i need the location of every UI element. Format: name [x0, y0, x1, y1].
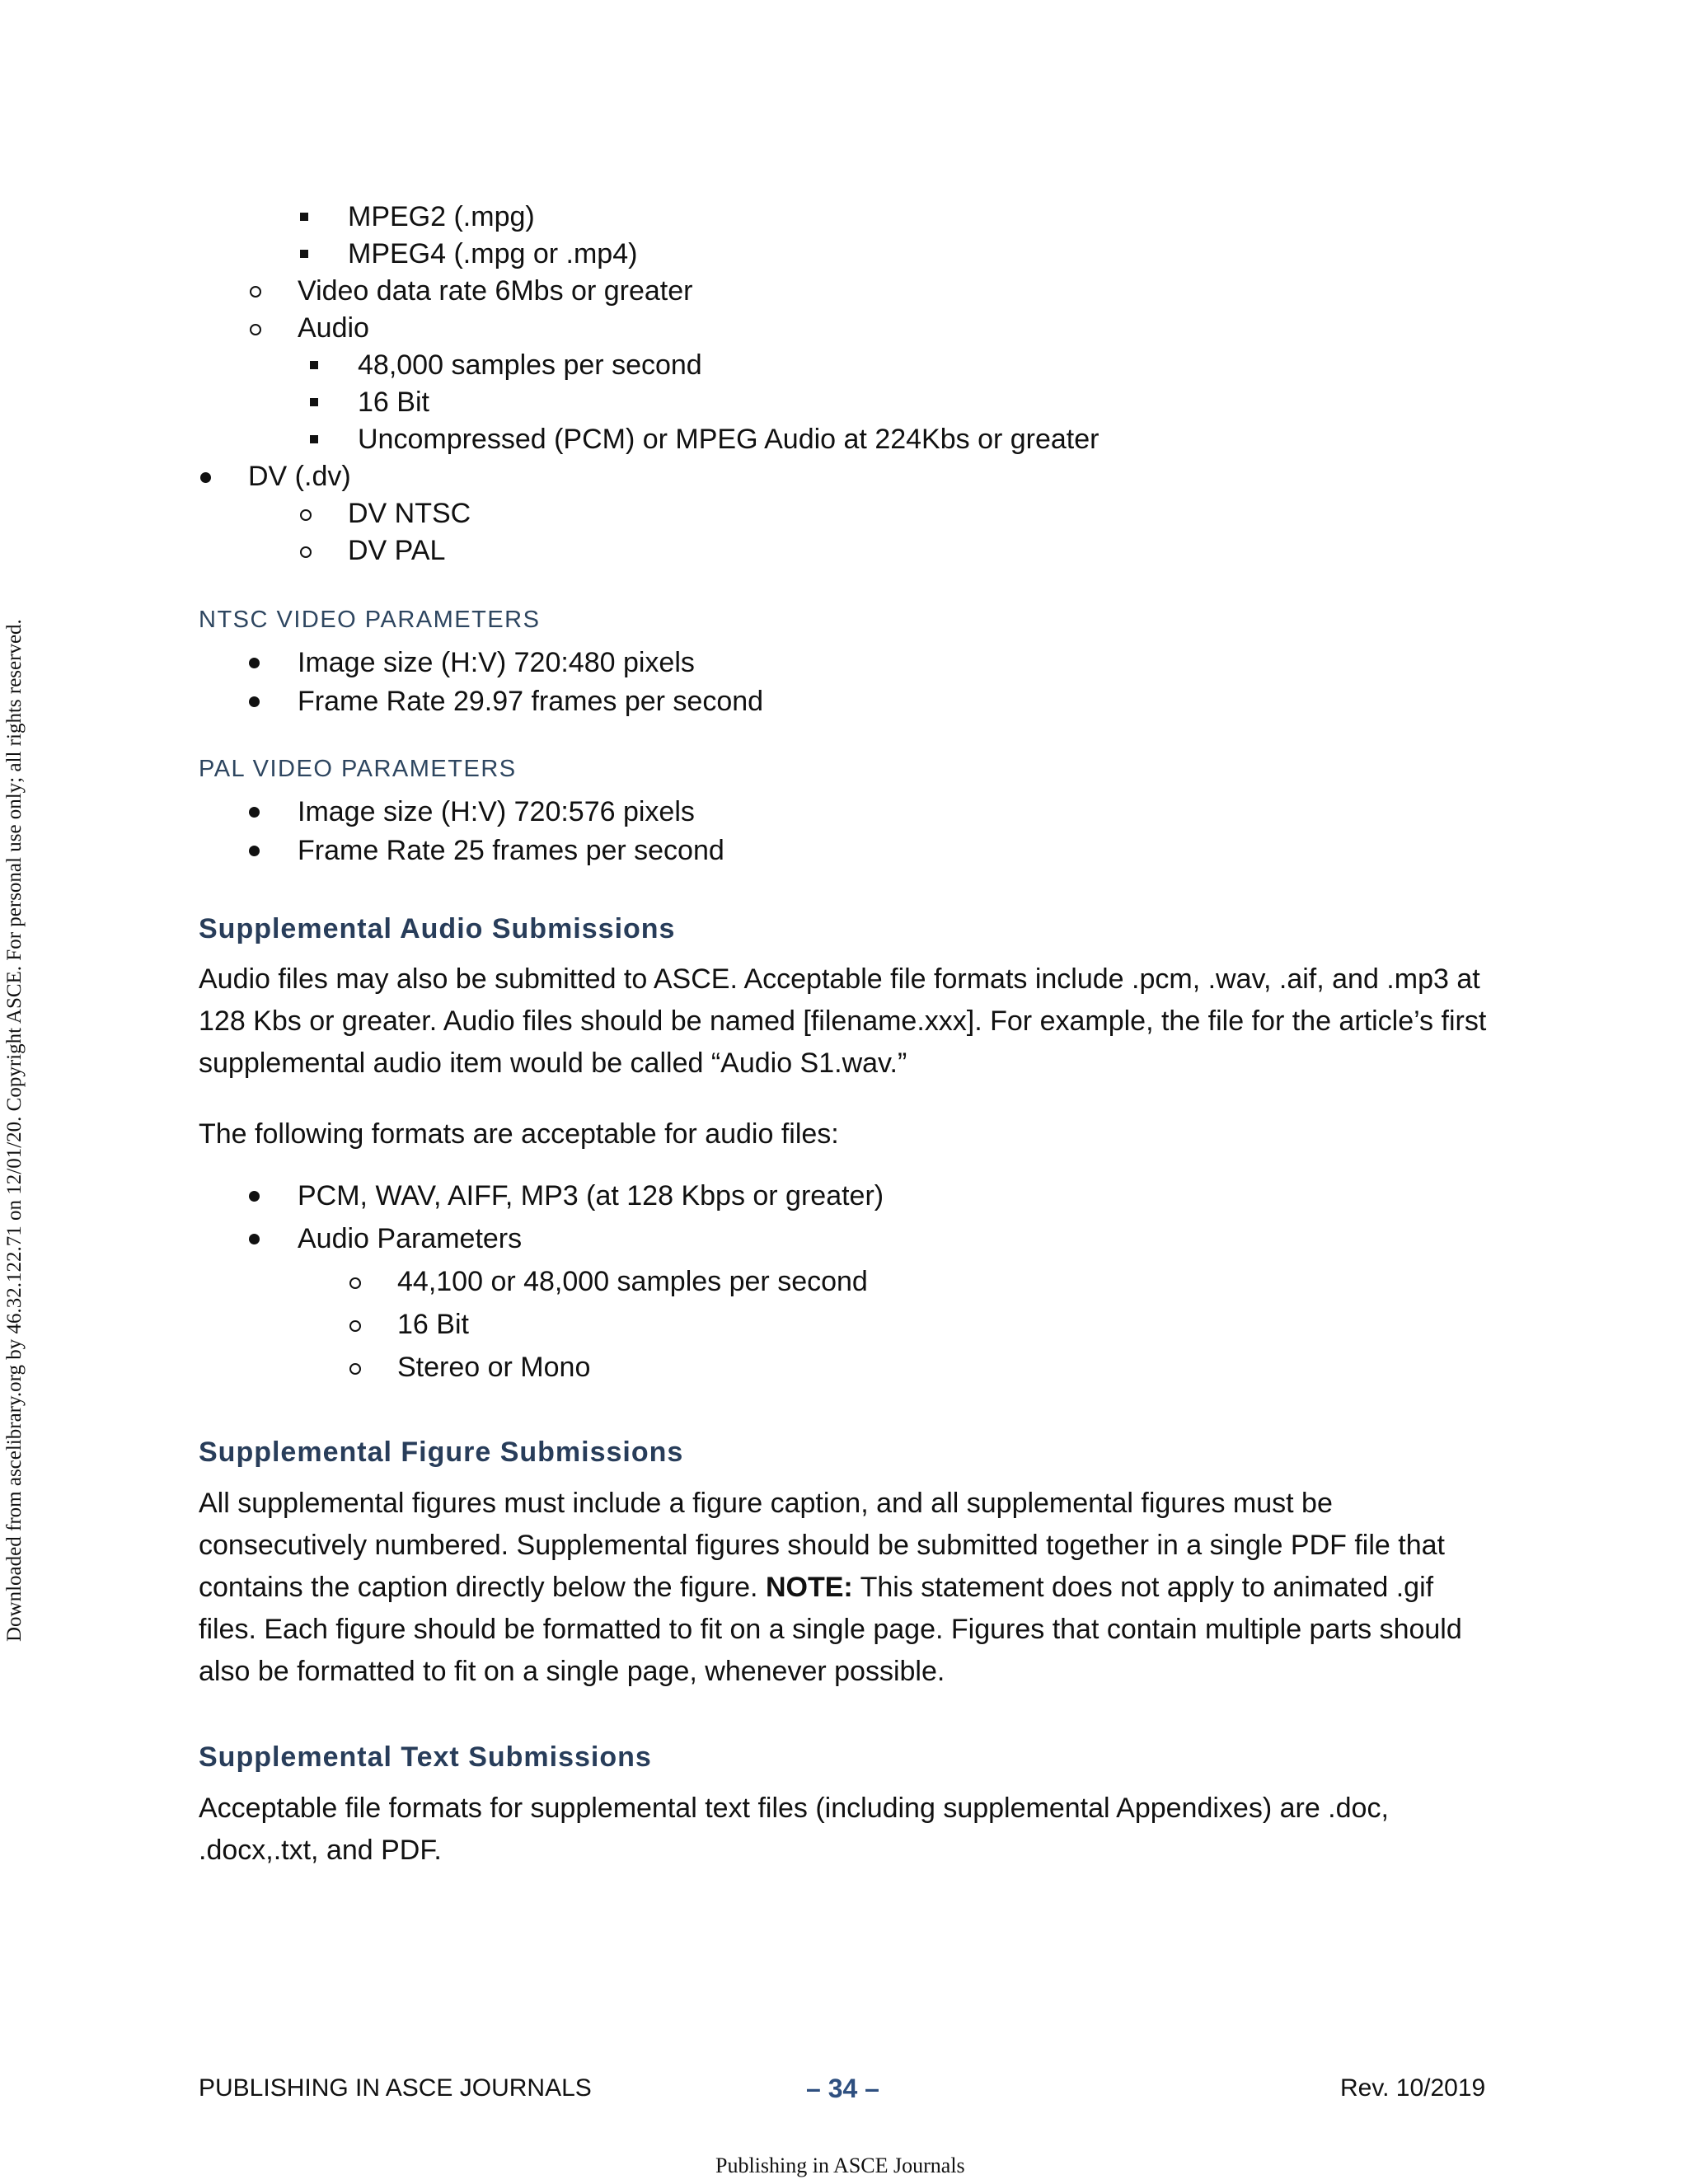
text-paragraph: Acceptable file formats for supplemental text files (including supplemental Appendixes) are .doc, .docx,.txt, and PDF.	[199, 1793, 1389, 1866]
bottom-running-title: Publishing in ASCE Journals	[715, 2154, 965, 2177]
square-bullet	[300, 213, 308, 221]
audio-param-samples: 44,100 or 48,000 samples per second	[397, 1266, 868, 1297]
figure-paragraph	[199, 1483, 1493, 1693]
page-number: – 34 –	[806, 2074, 879, 2103]
list-item-mpeg2: MPEG2 (.mpg)	[348, 201, 535, 232]
circle-bullet	[250, 286, 261, 298]
text-section-heading: Supplemental Text Submissions	[199, 1741, 652, 1773]
circle-bullet	[349, 1277, 361, 1289]
square-bullet	[310, 361, 318, 369]
dot-bullet	[249, 1191, 260, 1202]
dot-bullet	[200, 472, 211, 483]
list-item-uncompressed: Uncompressed (PCM) or MPEG Audio at 224Kbs or greater	[358, 424, 1100, 455]
circle-bullet	[300, 546, 312, 558]
circle-bullet	[300, 509, 312, 521]
dot-bullet	[249, 658, 260, 668]
square-bullet	[310, 435, 318, 443]
footer-publication-title: PUBLISHING IN ASCE JOURNALS	[199, 2074, 592, 2102]
circle-bullet	[250, 324, 261, 335]
pal-image-size: Image size (H:V) 720:576 pixels	[298, 796, 695, 827]
pal-frame-rate: Frame Rate 25 frames per second	[298, 835, 724, 866]
figure-section-heading: Supplemental Figure Submissions	[199, 1436, 684, 1468]
ntsc-frame-rate: Frame Rate 29.97 frames per second	[298, 686, 764, 717]
dot-bullet	[249, 1234, 260, 1244]
figure-paragraph-part-2: This statement does not apply to animated .gif files. Each figure should be formatted to fit on a single page. Figures that contain multiple parts should also be formatted to fit on a single page, whenever possible.	[199, 1572, 1462, 1687]
audio-section-heading: Supplemental Audio Submissions	[199, 913, 676, 944]
pal-heading: PAL VIDEO PARAMETERS	[199, 756, 517, 782]
circle-bullet	[349, 1363, 361, 1375]
ntsc-image-size: Image size (H:V) 720:480 pixels	[298, 647, 695, 678]
audio-param-bit: 16 Bit	[397, 1309, 469, 1340]
list-item-audio: Audio	[298, 312, 369, 344]
audio-format-list-item: PCM, WAV, AIFF, MP3 (at 128 Kbps or greater)	[298, 1180, 884, 1212]
audio-formats-intro: The following formats are acceptable for audio files:	[199, 1118, 839, 1150]
square-bullet	[300, 250, 308, 258]
audio-param-channels: Stereo or Mono	[397, 1352, 591, 1383]
ntsc-heading: NTSC VIDEO PARAMETERS	[199, 607, 541, 633]
list-item-mpeg4: MPEG4 (.mpg or .mp4)	[348, 238, 638, 269]
list-item-dv: DV (.dv)	[248, 461, 351, 492]
audio-paragraph: Audio files may also be submitted to ASCE. Acceptable file formats include .pcm, .wav, .aif, and .mp3 at 128 Kbs or greater. Audio files should be named [filename.xxx]. For example, the file for the article’s first supplemental audio item would be called “Audio S1.wav.”	[199, 963, 1487, 1079]
list-item-samples: 48,000 samples per second	[358, 349, 702, 381]
list-item-dv-ntsc: DV NTSC	[348, 498, 471, 529]
note-label: NOTE:	[765, 1572, 853, 1603]
figure-paragraph-part-1: All supplemental figures must include a figure caption, and all supplemental figures must be consecutively numbered. Supplemental figures should be submitted together in a single PDF file that contains the caption directly below the figure.	[199, 1488, 1445, 1603]
download-notice: Downloaded from ascelibrary.org by 46.32.122.71 on 12/01/20. Copyright ASCE. For personal use only; all rights reserved.	[3, 619, 26, 1642]
circle-bullet	[349, 1320, 361, 1332]
dot-bullet	[249, 846, 260, 856]
audio-parameters-item: Audio Parameters	[298, 1223, 523, 1254]
square-bullet	[310, 398, 318, 406]
list-item-16bit: 16 Bit	[358, 387, 429, 418]
footer-revision: Rev. 10/2019	[1340, 2074, 1486, 2102]
list-item-video-rate: Video data rate 6Mbs or greater	[298, 275, 693, 307]
dot-bullet	[249, 696, 260, 707]
dot-bullet	[249, 807, 260, 818]
list-item-dv-pal: DV PAL	[348, 535, 446, 566]
